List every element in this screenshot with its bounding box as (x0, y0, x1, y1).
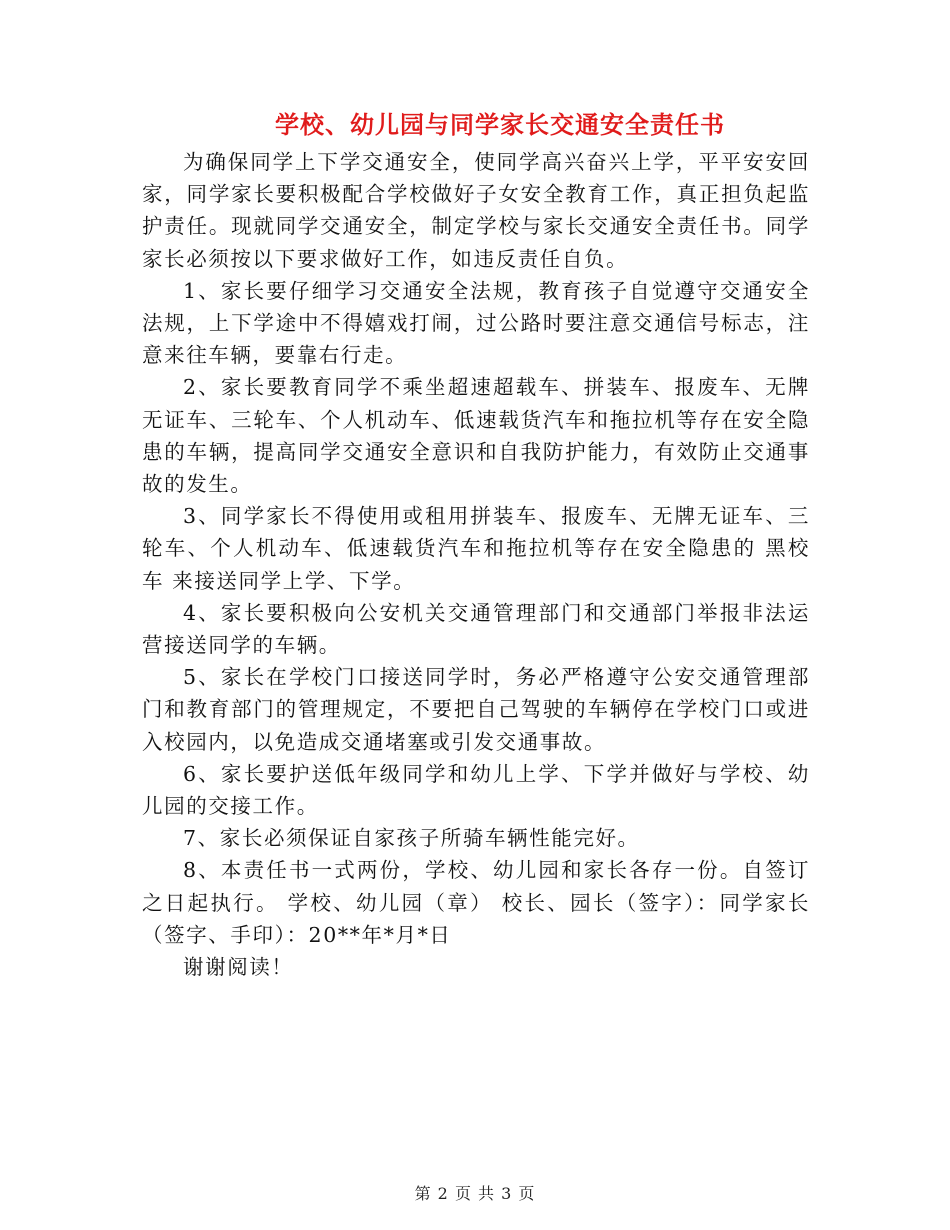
clause-5-paragraph: 5、家长在学校门口接送同学时，务必严格遵守公安交通管理部门和教育部门的管理规定，不要把自己驾驶的车辆停在学校门口或进入校园内，以免造成交通堵塞或引发交通事故。 (142, 665, 810, 754)
page-number-footer: 第 2 页 共 3 页 (414, 1184, 536, 1203)
intro-paragraph: 为确保同学上下学交通安全，使同学高兴奋兴上学，平平安安回家，同学家长要积极配合学校做好子女安全教育工作，真正担负起监护责任。现就同学交通安全，制定学校与家长交通安全责任书。同学家长必须按以下要求做好工作，如违反责任自负。 (142, 150, 810, 271)
clause-8-paragraph: 8、本责任书一式两份，学校、幼儿园和家长各存一份。自签订之日起执行。 学校、幼儿园（章） 校长、园长（签字）：同学家长（签字、手印）：20**年*月*日 (142, 858, 810, 947)
clause-7-paragraph: 7、家长必须保证自家孩子所骑车辆性能完好。 (183, 826, 640, 851)
clause-4-paragraph: 4、家长要积极向公安机关交通管理部门和交通部门举报非法运营接送同学的车辆。 (142, 600, 810, 658)
clause-6-paragraph: 6、家长要护送低年级同学和幼儿上学、下学并做好与学校、幼儿园的交接工作。 (142, 761, 810, 819)
clause-3-paragraph: 3、同学家长不得使用或租用拼装车、报废车、无牌无证车、三轮车、个人机动车、低速载货汽车和拖拉机等存在安全隐患的 黑校车 来接送同学上学、下学。 (142, 504, 810, 593)
document-title: 学校、幼儿园与同学家长交通安全责任书 (275, 110, 725, 139)
clause-1-paragraph: 1、家长要仔细学习交通安全法规，教育孩子自觉遵守交通安全法规，上下学途中不得嬉戏打闹，过公路时要注意交通信号标志，注意来往车辆，要靠右行走。 (142, 278, 810, 368)
closing-paragraph: 谢谢阅读！ (183, 955, 294, 980)
clause-2-paragraph: 2、家长要教育同学不乘坐超速超载车、拼装车、报废车、无牌无证车、三轮车、个人机动车、低速载货汽车和拖拉机等存在安全隐患的车辆，提高同学交通安全意识和自我防护能力，有效防止交通事故的发生。 (142, 375, 810, 497)
document-body (142, 146, 810, 983)
